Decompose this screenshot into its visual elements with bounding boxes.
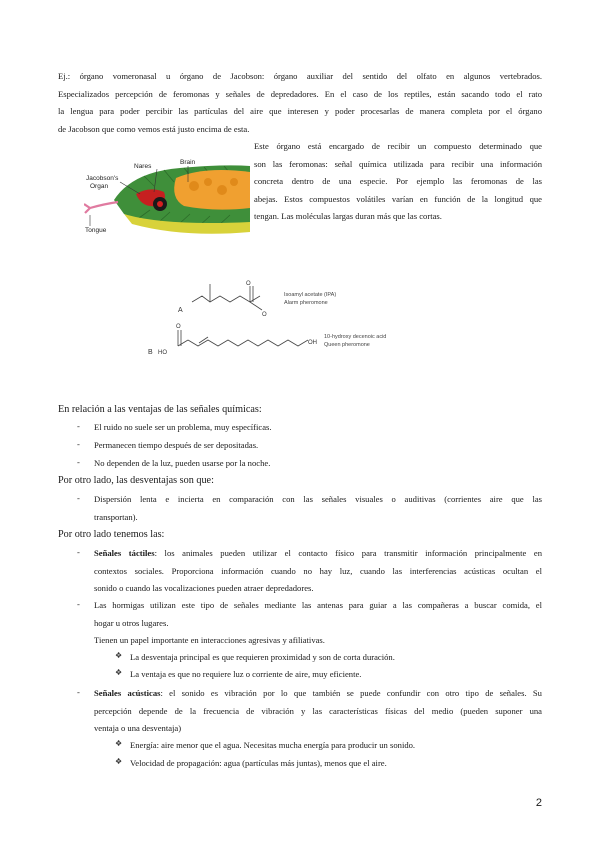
side-line-2: son las feromonas: señal química utilizada para recibir una información — [254, 158, 542, 169]
dash-marker: - — [77, 687, 80, 697]
tactiles-line-3: sonido o cuando las vocalizaciones pueden atraer depredadores. — [94, 583, 314, 593]
ventajas-heading: En relación a las ventajas de las señales químicas: — [58, 404, 262, 415]
hormigas-line-1: Las hormigas utilizan este tipo de señales mediante las antenas para guiar a las compañeras a buscar comida, el — [94, 600, 542, 610]
mol-a-name: Isoamyl acetate (IPA) — [284, 292, 337, 298]
pheromone-molecules-figure — [140, 276, 470, 364]
diamond-bullet-icon: ❖ — [115, 757, 123, 766]
intro-line-3: la lengua para poder percibir las partículas del aire que interesen y poder procesarlas de manera completa por el órgano — [58, 106, 542, 116]
tact-sub-2: La ventaja es que no requiere luz o corriente de aire, muy eficiente. — [130, 669, 362, 679]
dash-marker: - — [77, 421, 80, 431]
side-line-1: Este órgano está encargado de recibir un compuesto determinado que — [254, 141, 542, 151]
intro-line-4: de Jacobson que como vemos está justo encima de esta. — [58, 123, 250, 134]
intro-line-2: Especializados percepción de feromonas y señales de depredadores. En el caso de los reptiles, están sacando todo el rato — [58, 88, 542, 99]
diamond-bullet-icon: ❖ — [115, 739, 123, 748]
dash-marker: - — [77, 493, 80, 503]
desventajas-heading: Por otro lado, las desventajas son que: — [58, 475, 214, 486]
dash-marker: - — [77, 599, 80, 609]
mol-b-oh: OH — [308, 340, 317, 346]
label-organ: Organ — [90, 183, 109, 190]
diamond-bullet-icon: ❖ — [115, 668, 123, 677]
side-line-5: tengan. Las moléculas largas duran más que las cortas. — [254, 211, 442, 221]
acusticas-line-1 — [94, 685, 542, 703]
hormigas-line-2: hogar u otros lugares. — [94, 617, 169, 628]
papel-line: Tienen un papel importante en interacciones agresivas y afiliativas. — [94, 635, 325, 645]
label-tongue: Tongue — [85, 227, 107, 234]
mol-a-o-ester: O — [262, 312, 267, 318]
ventaja-item-2: Permanecen tiempo después de ser depositadas. — [94, 440, 259, 450]
mol-a-o-top: O — [246, 281, 251, 287]
mol-b-desc: Queen pheromone — [324, 342, 370, 348]
tactiles-text: : los animales pueden utilizar el contacto físico para transmitir información principalmente en — [154, 548, 542, 558]
acusticas-line-2: percepción depende de la frecuencia de vibración y las características físicas del medio (pueden suponer una — [94, 705, 542, 716]
side-line-4: abejas. Estos compuestos volátiles varían en función de la longitud que — [254, 193, 542, 204]
intro-line-1: Ej.: órgano vomeronasal u órgano de Jacobson: órgano auxiliar del sentido del olfato en algunos vertebrados. — [58, 71, 542, 81]
page-number: 2 — [535, 797, 542, 809]
mol-a-label: A — [178, 307, 183, 314]
mol-b-name: 10-hydroxy decenoic acid — [324, 334, 387, 340]
label-brain: Brain — [180, 159, 196, 166]
acus-sub-1: Energía: aire menor que el agua. Necesitas mucha energía para producir un sonido. — [130, 740, 416, 750]
acus-sub-2: Velocidad de propagación: agua (partículas más juntas), menos que el aire. — [130, 758, 387, 768]
tactiles-title: Señales táctiles — [94, 548, 155, 558]
ventaja-item-1: El ruido no suele ser un problema, muy específicas. — [94, 422, 272, 432]
acusticas-line-3: ventaja o una desventaja) — [94, 723, 182, 733]
desventaja-line-2: transportan). — [94, 511, 138, 522]
dash-marker: - — [77, 457, 80, 467]
label-nares: Nares — [134, 163, 152, 170]
mol-b-o: O — [176, 324, 181, 330]
ventaja-item-3: No dependen de la luz, pueden usarse por la noche. — [94, 458, 271, 468]
diamond-bullet-icon: ❖ — [115, 651, 123, 660]
tactiles-line-1 — [94, 545, 542, 563]
snake-head-illustration — [84, 152, 250, 240]
tact-sub-1: La desventaja principal es que requieren proximidad y son de corta duración. — [130, 652, 395, 662]
mol-a-desc: Alarm pheromone — [284, 300, 328, 306]
desventaja-line-1: Dispersión lenta e incierta en comparación con las señales visuales o auditivas (corrientes aire que las — [94, 494, 542, 504]
mol-b-ho: HO — [158, 350, 167, 356]
side-line-3: concreta dentro de una especie. Por ejemplo las feromonas de las — [254, 176, 542, 186]
acusticas-text: : el sonido es vibración por lo que también se puede confundir con otro tipo de señales. Su — [160, 688, 542, 698]
label-jacobsons: Jacobson's — [86, 175, 119, 182]
acusticas-title: Señales acústicas — [94, 688, 161, 698]
tactiles-line-2: contextos sociales. Proporciona información cuando no hay luz, cuando las interferencias acústicas ocultan el — [94, 565, 542, 576]
mol-b-label: B — [148, 349, 153, 356]
dash-marker: - — [77, 439, 80, 449]
dash-marker: - — [77, 547, 80, 557]
tenemos-heading: Por otro lado tenemos las: — [58, 529, 165, 540]
